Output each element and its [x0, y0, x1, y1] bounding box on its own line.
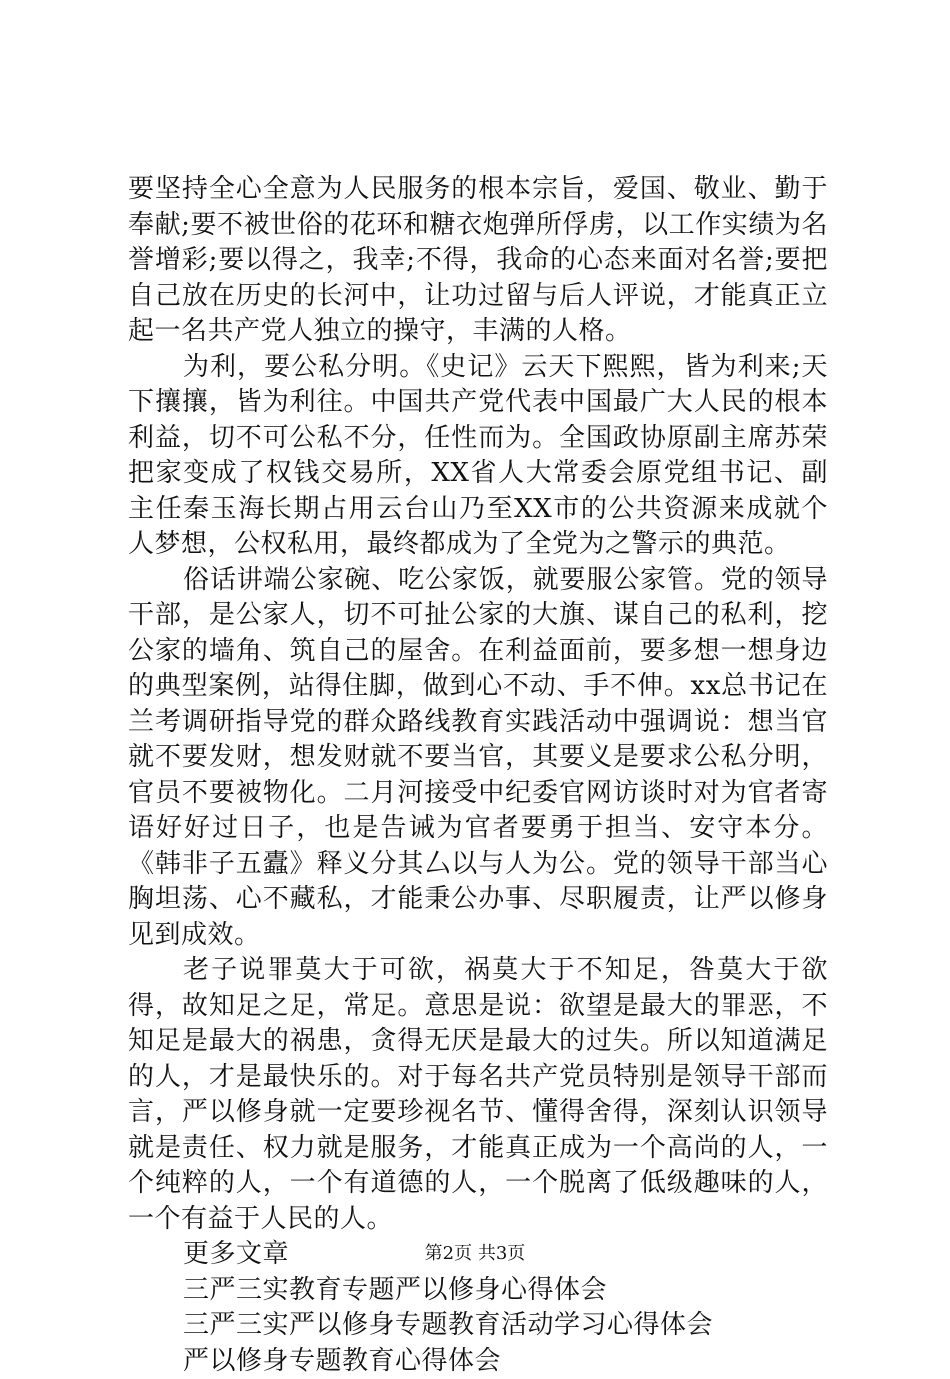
paragraph-laozi: 老子说罪莫大于可欲，祸莫大于不知足，咎莫大于欲得，故知足之足，常足。意思是说：欲望是最大的罪恶，不知足是最大的祸患，贪得无厌是最大的过失。所以知道满足的人，才是最快乐的。对于每名共产党员特别是领导干部而言，严以修身就一定要珍视名节、懂得舍得，深刻认识领导就是责任、权力就是服务，才能真正成为一个高尚的人，一个纯粹的人，一个有道德的人，一个脱离了低级趣味的人，一个有益于人民的人。	[128, 953, 828, 1237]
paragraph-profit: 为利，要公私分明。《史记》云天下熙熙，皆为利来;天下攘攘，皆为利往。中国共产党代表中国最广大人民的根本利益，切不可公私不分，任性而为。全国政协原副主席苏荣把家变成了权钱交易所，XX省人大常委会原党组书记、副主任秦玉海长期占用云台山乃至XX市的公共资源来成就个人梦想，公权私用，最终都成为了全党为之警示的典范。	[128, 350, 828, 563]
more-articles-list	[128, 1273, 828, 1379]
paragraph-continuation: 要坚持全心全意为人民服务的根本宗旨，爱国、敬业、勤于奉献;要不被世俗的花环和糖衣炮弹所俘虏，以工作实绩为名誉增彩;要以得之，我幸;不得，我命的心态来面对名誉;要把自己放在历史的长河中，让功过留与后人评说，才能真正立起一名共产党人独立的操守，丰满的人格。	[128, 172, 828, 350]
page-number-footer: 第2页 共3页	[0, 1242, 950, 1266]
more-article-link[interactable]: 三严三实严以修身专题教育活动学习心得体会	[128, 1308, 828, 1344]
paragraph-public-service: 俗话讲端公家碗、吃公家饭，就要服公家管。党的领导干部，是公家人，切不可扯公家的大旗、谋自己的私利，挖公家的墙角、筑自己的屋舍。在利益面前，要多想一想身边的典型案例，站得住脚，做到心不动、手不伸。xx总书记在兰考调研指导党的群众路线教育实践活动中强调说：想当官就不要发财，想发财就不要当官，其要义是要求公私分明，官员不要被物化。二月河接受中纪委官网访谈时对为官者寄语好好过日子，也是告诫为官者要勇于担当、安守本分。《韩非子五蠹》释义分其厶以与人为公。党的领导干部当心胸坦荡、心不藏私，才能秉公办事、尽职履责，让严以修身见到成效。	[128, 563, 828, 954]
more-article-link[interactable]: 严以修身专题教育心得体会	[128, 1344, 828, 1379]
more-article-link[interactable]: 三严三实教育专题严以修身心得体会	[128, 1273, 828, 1309]
article-body	[128, 172, 828, 1379]
more-articles-heading: 更多文章	[128, 1237, 828, 1273]
